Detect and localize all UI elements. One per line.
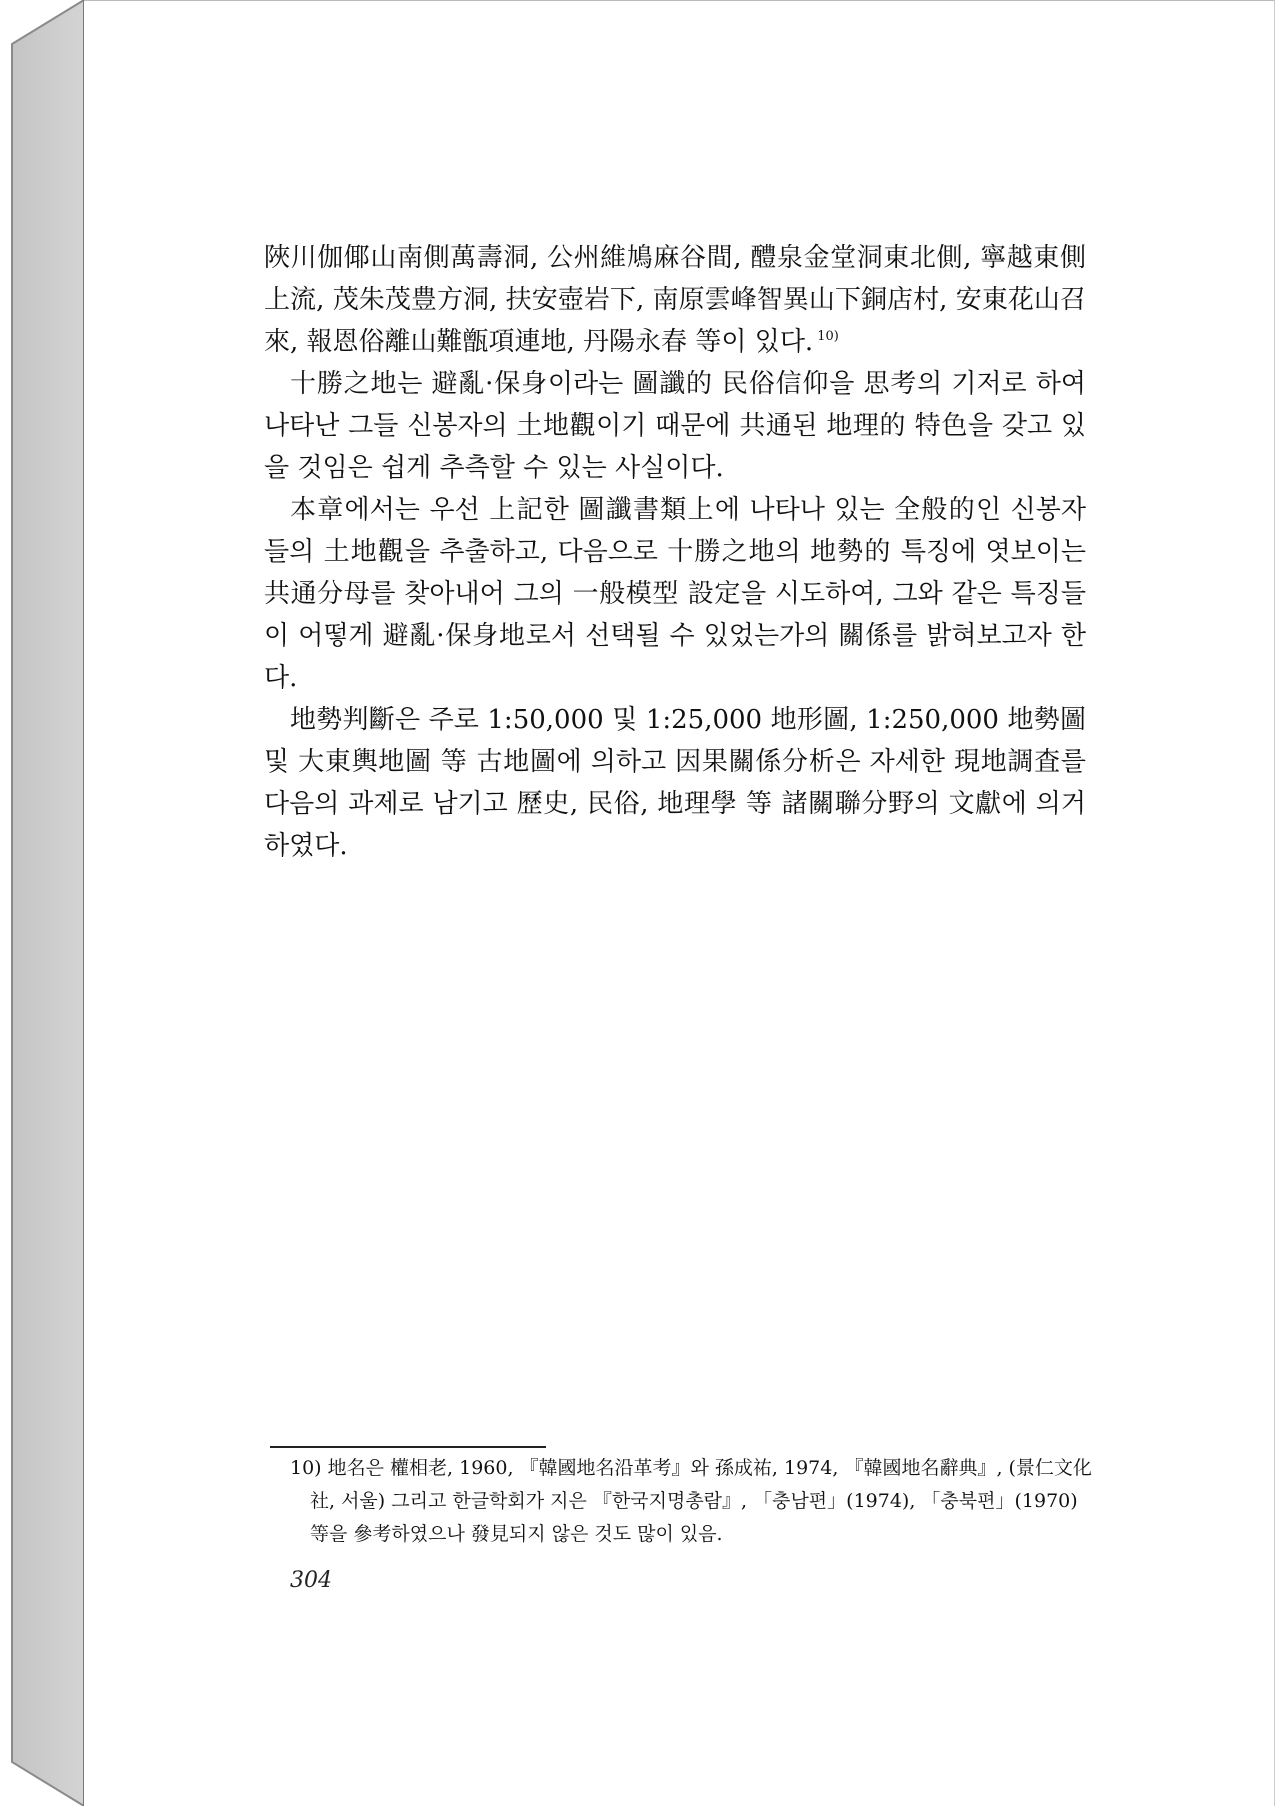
footnote-10: 10) 地名은 權相老, 1960, 『韓國地名沿革考』와 孫成祐, 1974, 『韓國地名辭典』, (景仁文化社, 서울) 그리고 한글학회가 지은 『한국지명총람』, 「충남편」(1974), 「충북편」(1970) 等을 參考하였으나 發見되지 않은 것도 많이 있음. [290, 1457, 1092, 1545]
footnote-divider [270, 1446, 546, 1448]
paragraph-4: 地勢判斷은 주로 1:50,000 및 1:25,000 地形圖, 1:250,000 地勢圖 및 大東輿地圖 等 古地圖에 의하고 因果關係分析은 자세한 現地調査를 다음의 과제로 남기고 歷史, 民俗, 地理學 等 諸關聯分野의 文獻에 의거하였다. [264, 705, 1086, 861]
paragraph-2: 十勝之地는 避亂·保身이라는 圖讖的 民俗信仰을 思考의 기저로 하여 나타난 그들 신봉자의 土地觀이기 때문에 共通된 地理的 特色을 갖고 있을 것임은 쉽게 추측할 수 있는 사실이다. [264, 369, 1086, 483]
paragraph-3: 本章에서는 우선 上記한 圖讖書類上에 나타나 있는 全般的인 신봉자들의 土地觀을 추출하고, 다음으로 十勝之地의 地勢的 특징에 엿보이는 共通分母를 찾아내어 그의 一般模型 設定을 시도하여, 그와 같은 특징들이 어떻게 避亂·保身地로서 선택될 수 있었는가의 關係를 밝혀보고자 한다. [264, 495, 1086, 693]
page-number: 304 [290, 1568, 332, 1593]
body-text [264, 237, 1086, 867]
paragraph-1-text: 陜川伽倻山南側萬壽洞, 公州維鳩麻谷間, 醴泉金堂洞東北側, 寧越東側上流, 茂朱茂豊方洞, 扶安壺岩下, 南原雲峰智異山下銅店村, 安東花山召來, 報恩俗離山難甑項連地, 丹陽永春 等이 있다. [264, 243, 1086, 357]
paragraph-1 [264, 237, 1086, 363]
footnote-reference: 10) [817, 329, 839, 344]
